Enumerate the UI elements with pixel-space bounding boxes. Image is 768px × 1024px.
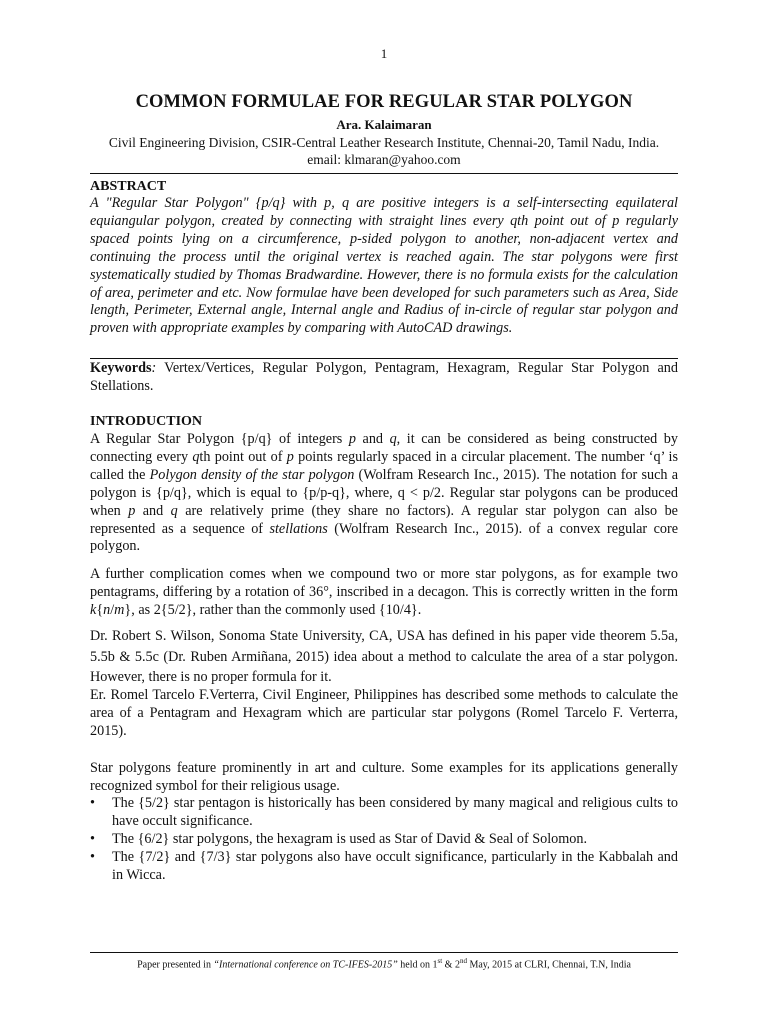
text-run: (Wolfram Research Inc., 2015). of a convex regular core polygon. <box>90 520 679 555</box>
text-run: & 2 <box>442 959 460 971</box>
text-run: q <box>170 502 178 519</box>
author-email: email: klmaran@yahoo.com <box>307 152 461 167</box>
text-run: and <box>135 502 171 519</box>
text-run: (Wolfram Research Inc., 2015). The notation for such a polygon is {p/q}, which is equal to {p/p-q}, where, q < p/2. Regular star polygons can be produced when <box>90 466 678 519</box>
text-run: k <box>90 601 97 618</box>
text-run: { <box>96 601 104 618</box>
list-item <box>90 795 678 831</box>
text-run: }, as 2{5/2}, rather than the commonly used {10/4}. <box>124 601 422 618</box>
introduction-heading: INTRODUCTION <box>90 414 203 429</box>
affiliation-block <box>80 134 688 168</box>
text-run: A further complication comes when we compound two or more star polygons, as for example two pentagrams, differing by a rotation of 36°, inscribed in a decagon. This is correctly written in the form <box>90 566 678 600</box>
text-run: May, 2015 at CLRI, Chennai, T.N, India <box>466 959 631 971</box>
bullet-list <box>90 795 678 885</box>
bullet-icon: • <box>90 795 95 811</box>
text-run: and <box>355 431 390 447</box>
list-item <box>90 831 678 849</box>
text-run: p <box>286 448 294 465</box>
bullet-icon: • <box>90 848 95 865</box>
intro-paragraph-2 <box>90 566 678 620</box>
intro-paragraph-4: Er. Romel Tarcelo F.Verterra, Civil Engineer, Philippines has described some methods to calculate the area of a Pentagram and Hexagram which are particular star polygons (Romel Tarcelo F. Verterra, 2015). <box>90 687 678 739</box>
list-item-text: The {6/2} star polygons, the hexagram is used as Star of David & Seal of Solomon. <box>112 830 588 847</box>
text-run: points regularly spaced in a circular placement. The number ‘q’ is called the <box>90 448 679 483</box>
footer-rule <box>90 952 678 953</box>
text-run: p <box>348 431 356 447</box>
text-run: A Regular Star Polygon {p/q} of integers <box>90 431 349 447</box>
text-run: , it can be considered as being constructed by connecting every <box>90 431 678 465</box>
abstract-heading: ABSTRACT <box>90 179 167 194</box>
abstract-text: A "Regular Star Polygon" {p/q} with p, q are positive integers is a self-intersecting equilateral equiangular polygon, created by connecting with straight lines every qth point out of p regularly spaced points lying on a circumference, p-sided polygon to another, non-adjacent vertex and continuing the process until the original vertex is reached again. The star polygons were first systematically studied by Thomas Bradwardine. However, there is no formula exists for the calculation of area, perimeter and etc. Now formulae have been developed for such parameters such as Area, Side length, Perimeter, External angle, Internal angle and Radius of in-circle of regular star polygon and proven with appropriate examples by comparing with AutoCAD drawings. <box>90 195 678 337</box>
text-run: Polygon density of the star polygon <box>149 466 355 483</box>
keywords <box>90 360 678 396</box>
text-run: m <box>114 601 125 618</box>
keywords-colon: : <box>151 360 157 376</box>
text-run: q <box>192 448 200 465</box>
bullet-icon: • <box>90 830 95 847</box>
abstract-rule <box>90 358 678 359</box>
intro-paragraph-3: Dr. Robert S. Wilson, Sonoma State University, CA, USA has defined in his paper vide theorem 5.5a, 5.5b & 5.5c (Dr. Ruben Armiñana, 2015) idea about a method to calculate the area of a star polygon. However, there is no proper formula for it. <box>90 628 678 685</box>
author-name: Ara. Kalaimaran <box>336 117 432 132</box>
text-run: nd <box>459 957 467 965</box>
text-run: / <box>110 601 115 618</box>
text-run: “International conference on TC-IFES-2015” <box>213 959 398 971</box>
keywords-label: Keywords <box>90 360 152 376</box>
keywords-text: Vertex/Vertices, Regular Polygon, Pentagram, Hexagram, Regular Star Polygon and Stellations. <box>90 360 678 394</box>
list-item <box>90 849 678 885</box>
top-rule <box>90 173 678 174</box>
intro-paragraph-5: Star polygons feature prominently in art and culture. Some examples for its applications generally recognized symbol for their religious usage. <box>90 760 678 794</box>
list-item-text: The {7/2} and {7/3} star polygons also have occult significance, particularly in the Kabbalah and in Wicca. <box>112 848 678 883</box>
text-run: st <box>437 957 443 965</box>
paper-title: COMMON FORMULAE FOR REGULAR STAR POLYGON <box>135 92 633 112</box>
text-run: are relatively prime (they share no factors). A regular star polygon can also be represented as a sequence of <box>90 502 678 537</box>
affiliation: Civil Engineering Division, CSIR-Central Leather Research Institute, Chennai-20, Tamil Nadu, India. <box>108 135 660 150</box>
text-run: stellations <box>269 520 328 537</box>
text-run: th point out of <box>199 448 287 465</box>
paper-page <box>90 0 678 1024</box>
text-run: n <box>103 601 111 618</box>
text-run: Paper presented in <box>137 959 214 971</box>
page-number: 1 <box>380 46 388 61</box>
text-run: q <box>389 431 397 447</box>
list-item-text: The {5/2} star pentagon is historically has been considered by many magical and religious cults to have occult significance. <box>112 795 678 829</box>
text-run: p <box>128 502 136 519</box>
page-footer <box>90 957 678 970</box>
intro-paragraph-1 <box>90 431 678 556</box>
text-run: held on 1 <box>397 959 438 971</box>
